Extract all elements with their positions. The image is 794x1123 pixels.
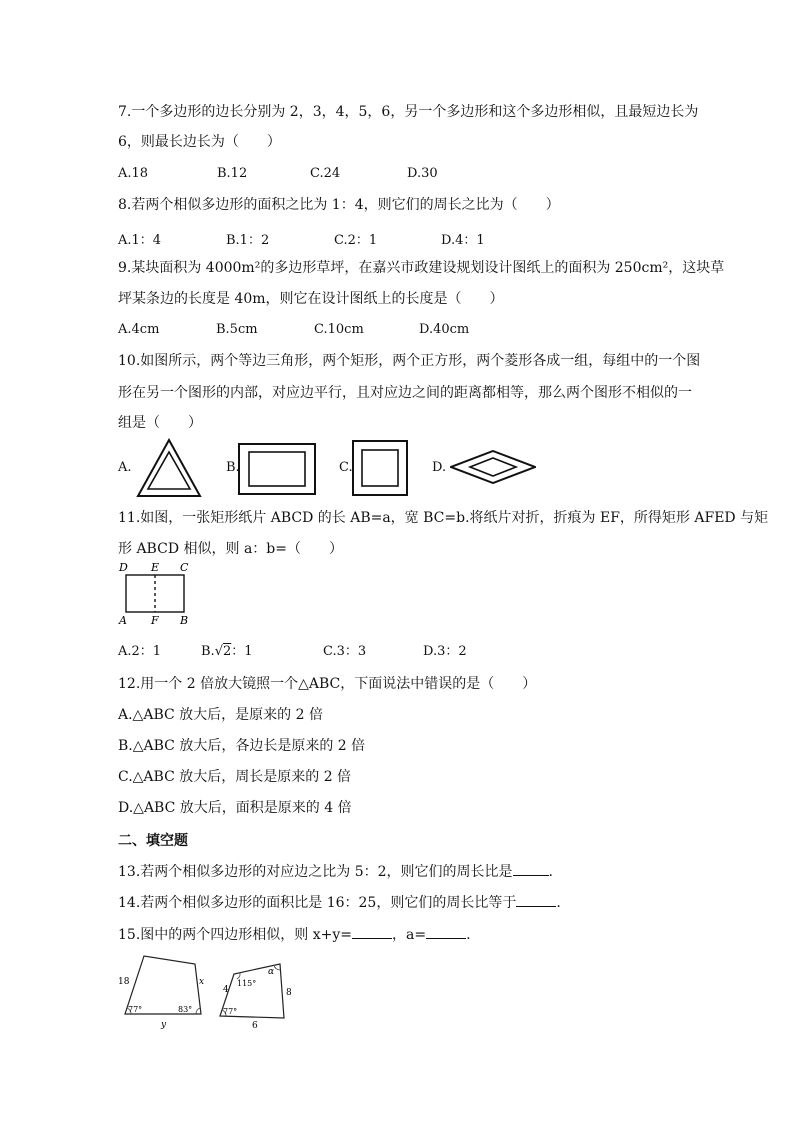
q11-point-a: A (119, 614, 127, 627)
q7-line2: 6，则最长边长为（ ） (118, 134, 281, 150)
q12-option-d: D.△ABC 放大后，面积是原来的 4 倍 (118, 800, 352, 816)
q13-end: . (548, 864, 553, 880)
section-fill-in-title: 二、填空题 (118, 833, 188, 849)
q9-line1: 9.某块面积为 4000m²的多边形草坪，在嘉兴市政建设规划设计图纸上的面积为 250cm²，这块草 (118, 260, 725, 276)
q11-point-f: F (151, 614, 159, 627)
q9-option-a: A.4cm (118, 322, 160, 337)
q14-answer-blank[interactable] (516, 893, 556, 907)
q11-option-b-suffix: ：1 (231, 644, 253, 659)
q11-option-c: C.3：3 (323, 644, 367, 659)
q11-point-e: E (151, 561, 160, 574)
q15-fig1-side-18: 18 (118, 977, 130, 987)
q14-end: . (556, 895, 561, 911)
q15-fig2-side-6: 6 (252, 1021, 258, 1030)
q15-text1: 15.图中的两个四边形相似，则 x+y= (118, 927, 352, 943)
q13-line (118, 862, 553, 881)
q12-option-c: C.△ABC 放大后，周长是原来的 2 倍 (118, 769, 352, 785)
q9-option-d: D.40cm (419, 322, 470, 337)
q9-line2: 坪某条边的长度是 40m，则它在设计图纸上的长度是（ ） (118, 291, 504, 307)
q12-option-b: B.△ABC 放大后，各边长是原来的 2 倍 (118, 738, 366, 754)
q15-answer-blank-a[interactable] (426, 925, 466, 939)
q15-fig2-angle-115: 115° (237, 979, 257, 988)
q11-line2: 形 ABCD 相似，则 a：b=（ ） (118, 541, 343, 557)
q10-line3: 组是（ ） (118, 415, 202, 431)
q8-option-b: B.1：2 (226, 233, 270, 248)
q13-text: 13.若两个相似多边形的对应边之比为 5：2，则它们的周长比是 (118, 864, 513, 880)
q7-option-c: C.24 (310, 166, 341, 181)
q15-fig1-angle-77: 77° (128, 1005, 143, 1014)
q10-line2: 形在另一个图形的内部，对应边平行，且对应边之间的距离都相等，那么两个图形不相似的一 (118, 385, 692, 401)
q15-answer-blank-xy[interactable] (352, 925, 392, 939)
q8-line1: 8.若两个相似多边形的面积之比为 1：4，则它们的周长之比为（ ） (118, 197, 560, 213)
q10-label-a: A. (118, 460, 132, 475)
q11-point-b: B (180, 614, 189, 627)
q11-option-d: D.3：2 (423, 644, 467, 659)
q14-line (118, 893, 561, 912)
q10-label-b: B. (226, 460, 240, 475)
q15-line (118, 925, 471, 944)
q10-label-d: D. (432, 460, 447, 475)
q11-point-d: D (119, 561, 128, 574)
q13-answer-blank[interactable] (513, 862, 549, 876)
q8-option-c: C.2：1 (334, 233, 378, 248)
q15-fig1-side-x: x (199, 977, 205, 987)
q10-label-c: C. (339, 460, 353, 475)
q15-figure-similar-quadrilaterals (116, 950, 292, 1030)
q12-line1: 12.用一个 2 倍放大镜照一个△ABC，下面说法中错误的是（ ） (118, 676, 537, 692)
q7-option-a: A.18 (118, 166, 149, 181)
q15-fig2-side-4: 4 (223, 985, 229, 995)
q7-option-b: B.12 (217, 166, 248, 181)
q11-option-b-prefix: B. (201, 644, 215, 659)
q7-line1: 7.一个多边形的边长分别为 2，3，4，5，6，另一个多边形和这个多边形相似，且最短边长为 (118, 104, 699, 120)
q15-fig2-angle-alpha: α (268, 967, 275, 977)
q7-option-d: D.30 (407, 166, 438, 181)
q9-option-c: C.10cm (314, 322, 364, 337)
q10-figure-d-rhombuses (450, 450, 536, 484)
q8-option-d: D.4：1 (441, 233, 485, 248)
q10-line1: 10.如图所示，两个等边三角形，两个矩形，两个正方形，两个菱形各成一组，每组中的一个图 (118, 353, 701, 369)
q9-option-b: B.5cm (216, 322, 258, 337)
q11-figure-folded-rectangle (118, 560, 198, 628)
q11-option-b: B.√2：1 (201, 644, 253, 659)
q10-figure-a-triangles (136, 438, 202, 498)
q12-option-a: A.△ABC 放大后，是原来的 2 倍 (118, 707, 323, 723)
q11-line1: 11.如图，一张矩形纸片 ABCD 的长 AB=a，宽 BC=b.将纸片对折，折痕为 EF，所得矩形 AFED 与矩 (118, 510, 769, 526)
q15-text2: ，a= (391, 927, 427, 943)
q15-fig2-side-8: 8 (286, 988, 292, 998)
q15-fig1-side-y: y (161, 1020, 167, 1030)
q11-option-a: A.2：1 (118, 644, 162, 659)
q14-text: 14.若两个相似多边形的面积比是 16：25，则它们的周长比等于 (118, 895, 517, 911)
q8-option-a: A.1：4 (118, 233, 162, 248)
q10-figure-b-rectangles (238, 443, 316, 495)
q15-fig1-angle-83: 83° (178, 1005, 193, 1014)
q10-figure-c-squares (352, 440, 408, 496)
q15-fig2-angle-77: 77° (223, 1007, 238, 1016)
q15-end: . (466, 927, 471, 943)
q11-option-b-radicand: 2 (222, 644, 232, 659)
q11-point-c: C (180, 561, 189, 574)
